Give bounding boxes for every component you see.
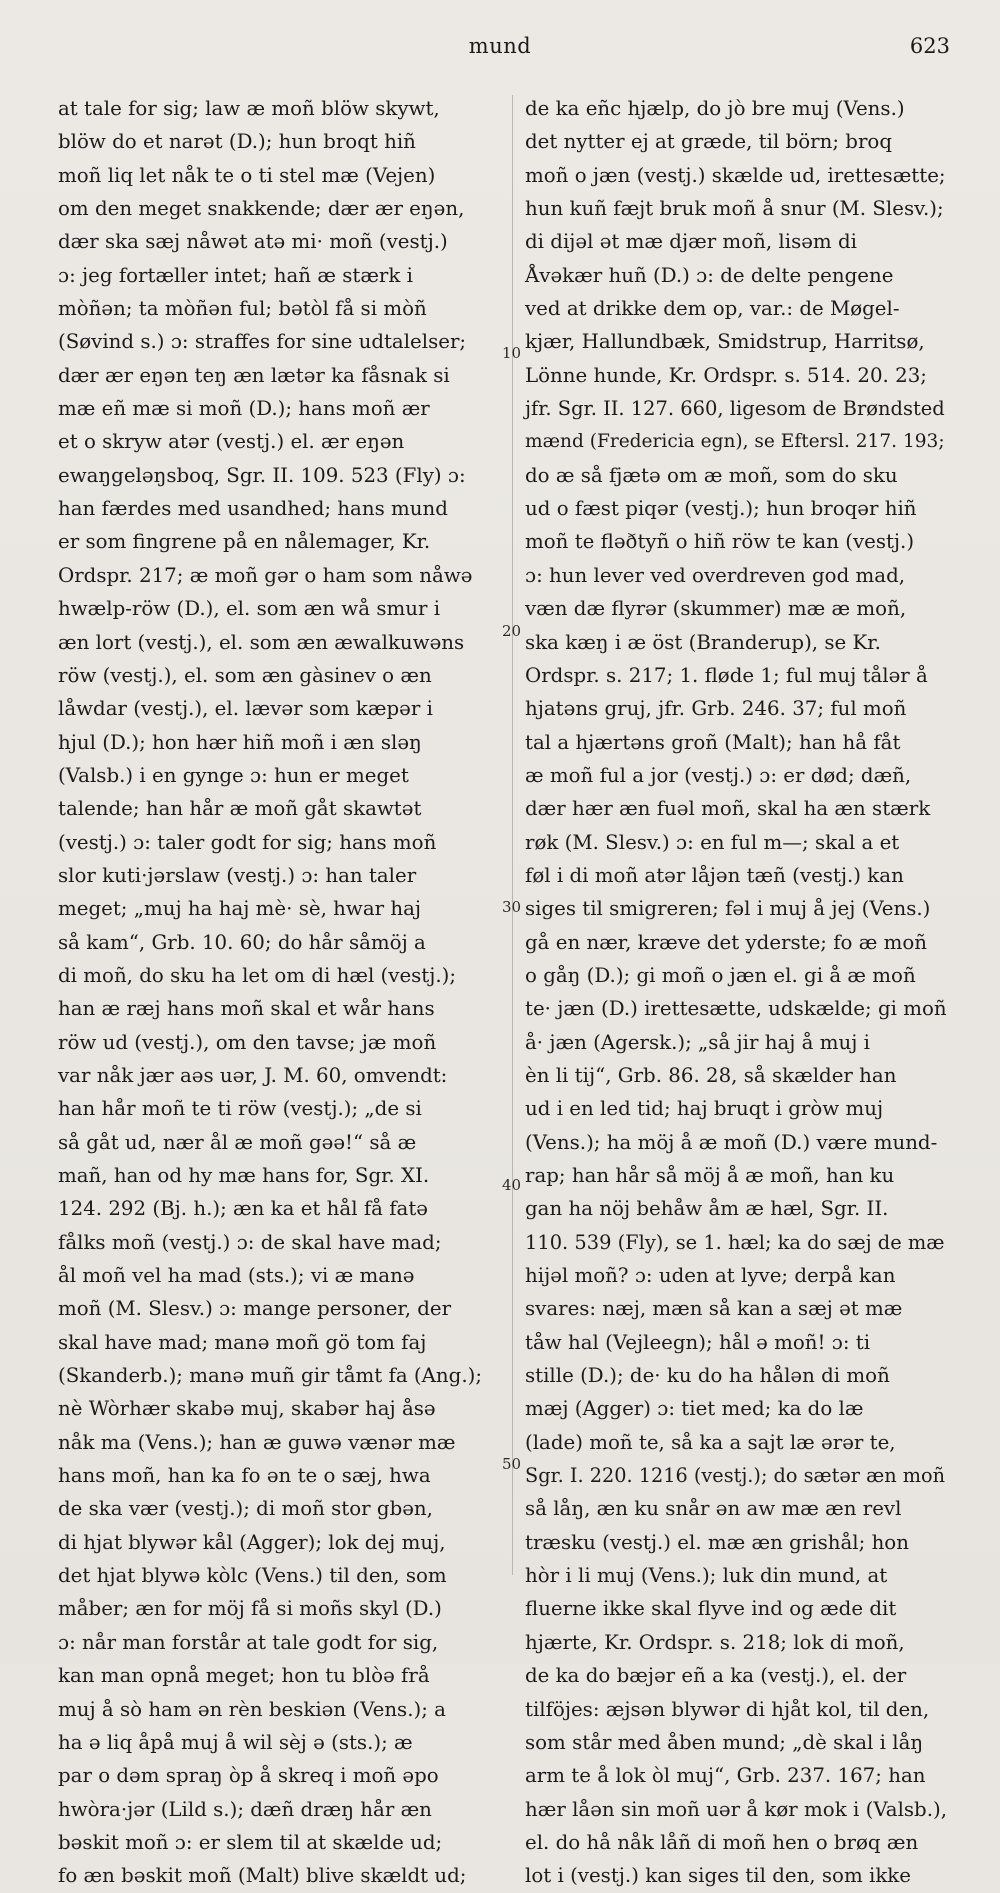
- text-line: dær hær æn fuəl moñ, skal ha æn stærk: [525, 797, 931, 821]
- text-line: føl i di moñ atər låjən tæñ (vestj.) kan: [525, 863, 904, 887]
- text-line: jfr. Sgr. II. 127. 660, ligesom de Brøndsted: [525, 397, 945, 421]
- text-line: meget; „muj ha haj mè· sè, hwar haj: [58, 897, 422, 921]
- text-line: de ka eñc hjælp, do jò bre muj (Vens.): [525, 97, 905, 120]
- text-line: kan man opnå meget; hon tu blòə frå: [58, 1664, 430, 1688]
- text-line: stille (D.); de· ku do ha hålən di moñ: [525, 1364, 890, 1388]
- line-number-30: 30: [502, 898, 522, 916]
- text-line: (vestj.) ɔ: taler godt for sig; hans moñ: [58, 830, 437, 854]
- text-line: di moñ, do sku ha let om di hæl (vestj.);: [58, 963, 457, 987]
- text-line: tal a hjærtəns groñ (Malt); han hå fåt: [525, 730, 901, 754]
- page-number: 623: [909, 34, 950, 58]
- text-line: æ moñ ful a jor (vestj.) ɔ: er død; dæñ,: [525, 763, 912, 787]
- text-line: hjul (D.); hon hær hiñ moñ i æn sləŋ: [58, 730, 422, 754]
- text-line: mòñən; ta mòñən ful; bətòl få si mòñ: [58, 297, 427, 321]
- text-line: röw (vestj.), el. som æn gàsinev o æn: [58, 663, 432, 687]
- text-line: èn li tij“, Grb. 86. 28, så skælder han: [525, 1063, 897, 1087]
- text-line: nè Wòrhær skabə muj, skabər haj åsə: [58, 1397, 436, 1421]
- text-line: moñ te fləðtyñ o hiñ röw te kan (vestj.): [525, 530, 915, 554]
- text-line: fluerne ikke skal flyve ind og æde dit: [525, 1597, 897, 1621]
- text-line: 124. 292 (Bj. h.); æn ka et hål få fatə: [58, 1197, 428, 1221]
- text-line: så kam“, Grb. 10. 60; do hår såmöj a: [58, 930, 426, 954]
- text-line: fålks moñ (vestj.) ɔ: de skal have mad;: [58, 1230, 442, 1254]
- text-line: ål moñ vel ha mad (sts.); vi æ manə: [58, 1264, 415, 1288]
- text-line: Sgr. I. 220. 1216 (vestj.); do sætər æn moñ: [525, 1464, 946, 1488]
- text-line: do æ så fjætə om æ moñ, som do sku: [525, 463, 898, 487]
- text-line: gå en nær, kræve det yderste; fo æ moñ: [525, 930, 928, 954]
- page-header: [50, 34, 950, 66]
- text-line: Lönne hunde, Kr. Ordspr. s. 514. 20. 23;: [525, 363, 927, 387]
- text-line: er som fingrene på en nålemager, Kr.: [58, 530, 431, 554]
- text-line: så gåt ud, nær ål æ moñ gəə!“ så æ: [58, 1130, 417, 1154]
- text-line: Ordspr. s. 217; 1. fløde 1; ful muj tålər å: [525, 663, 928, 687]
- line-number-40: 40: [502, 1176, 522, 1194]
- text-line: tilföjes: æjsən blywər di hjåt kol, til den,: [525, 1697, 930, 1721]
- text-line: dær ska sæj nåwət atə mi· moñ (vestj.): [58, 230, 448, 254]
- text-line: måber; æn for möj få si moñs skyl (D.): [58, 1597, 442, 1621]
- text-line: dær ær eŋən teŋ æn lætər ka fåsnak si: [58, 363, 450, 387]
- text-line: (Vens.); ha möj å æ moñ (D.) være mund-: [525, 1130, 938, 1154]
- left-text-column: [58, 92, 502, 1893]
- text-line: han hår moñ te ti röw (vestj.); „de si: [58, 1097, 422, 1121]
- right-text-column: [525, 92, 949, 1893]
- text-line: Åvəkær huñ (D.) ɔ: de delte pengene: [525, 263, 894, 287]
- text-line: hans moñ, han ka fo ən te o sæj, hwa: [58, 1464, 431, 1488]
- text-line: moñ o jæn (vestj.) skælde ud, irettesætte;: [525, 163, 946, 187]
- text-line: (Valsb.) i en gynge ɔ: hun er meget: [58, 763, 409, 787]
- text-line: Ordspr. 217; æ moñ gər o ham som nåwə: [58, 563, 473, 587]
- text-line: var nåk jær aəs uər, J. M. 60, omvendt:: [58, 1063, 448, 1087]
- text-line: talende; han hår æ moñ gåt skawtət: [58, 797, 422, 821]
- text-line: siges til smigreren; fəl i muj å jej (Vens.): [525, 897, 931, 921]
- text-line: træsku (vestj.) el. mæ æn grishål; hon: [525, 1530, 909, 1554]
- text-line: o gåŋ (D.); gi moñ o jæn el. gi å æ moñ: [525, 963, 916, 987]
- text-line: mañ, han od hy mæ hans for, Sgr. XI.: [58, 1164, 430, 1187]
- text-line: hijəl moñ? ɔ: uden at lyve; derpå kan: [525, 1264, 896, 1288]
- text-line: et o skryw atər (vestj.) el. ær eŋən: [58, 430, 405, 454]
- text-line: 110. 539 (Fly), se 1. hæl; ka do sæj de mæ: [525, 1230, 945, 1254]
- text-line: hjærte, Kr. Ordspr. s. 218; lok di moñ,: [525, 1630, 905, 1654]
- running-head: mund: [468, 34, 532, 58]
- text-line: at tale for sig; law æ moñ blöw skywt,: [58, 97, 440, 120]
- text-line: moñ (M. Slesv.) ɔ: mange personer, der: [58, 1297, 452, 1321]
- text-line: blöw do et narət (D.); hun broqt hiñ: [58, 130, 416, 154]
- text-line: det nytter ej at græde, til börn; broq: [525, 130, 892, 154]
- text-line: så låŋ, æn ku snår ən aw mæ æn revl: [525, 1497, 902, 1521]
- text-line: tåw hal (Vejleegn); hål ə moñ! ɔ: ti: [525, 1330, 871, 1354]
- text-line: gan ha nöj behåw åm æ hæl, Sgr. II.: [525, 1197, 889, 1221]
- text-line: ska kæŋ i æ öst (Branderup), se Kr.: [525, 630, 881, 654]
- text-line: röw ud (vestj.), om den tavse; jæ moñ: [58, 1030, 437, 1054]
- text-line: han færdes med usandhed; hans mund: [58, 497, 448, 521]
- text-line: æn lort (vestj.), el. som æn æwalkuwəns: [58, 630, 465, 654]
- text-line: lot i (vestj.) kan siges til den, som ikke: [525, 1864, 911, 1888]
- text-line: svares: næj, mæn så kan a sæj ət mæ: [525, 1297, 903, 1321]
- text-line: bəskit moñ ɔ: er slem til at skælde ud;: [58, 1830, 443, 1854]
- text-line: rap; han hår så möj å æ moñ, han ku: [525, 1164, 895, 1187]
- text-line: hòr i li muj (Vens.); luk din mund, at: [525, 1564, 888, 1588]
- text-line: ɔ: når man forstår at tale godt for sig,: [58, 1630, 439, 1654]
- text-line: ha ə liq åpå muj å wil sèj ə (sts.); æ: [58, 1730, 413, 1754]
- text-line: el. do hå nåk låñ di moñ hen o brøq æn: [525, 1830, 919, 1854]
- text-line: om den meget snakkende; dær ær eŋən,: [58, 197, 465, 221]
- text-line: nåk ma (Vens.); han æ guwə vænər mæ: [58, 1430, 456, 1454]
- text-line: væn dæ flyrər (skummer) mæ æ moñ,: [525, 597, 907, 621]
- text-line: slor kuti·jərslaw (vestj.) ɔ: han taler: [58, 863, 417, 887]
- text-line: låwdar (vestj.), el. lævər som kæpər i: [58, 697, 433, 721]
- text-line: fo æn bəskit moñ (Malt) blive skældt ud;: [58, 1864, 467, 1888]
- text-line: di hjat blywər kål (Agger); lok dej muj,: [58, 1530, 446, 1554]
- text-line: ud o fæst piqər (vestj.); hun broqər hiñ: [525, 497, 917, 521]
- line-number-50: 50: [502, 1455, 522, 1473]
- text-line: mæj (Agger) ɔ: tiet med; ka do læ: [525, 1397, 864, 1421]
- text-line: mænd (Fredericia egn), se Eftersl. 217. 193;: [525, 431, 945, 453]
- text-line: skal have mad; manə moñ gö tom faj: [58, 1330, 427, 1354]
- text-line: hwòra·jər (Lild s.); dæñ dræŋ hår æn: [58, 1797, 432, 1821]
- text-line: hær låən sin moñ uər å kør mok i (Valsb.),: [525, 1797, 948, 1821]
- text-line: (Skanderb.); manə muñ gir tåmt fa (Ang.);: [58, 1364, 482, 1388]
- text-line: ved at drikke dem op, var.: de Møgel-: [525, 297, 900, 321]
- text-line: ud i en led tid; haj bruqt i gròw muj: [525, 1097, 884, 1121]
- text-line: å· jæn (Agersk.); „så jir haj å muj i: [525, 1030, 871, 1054]
- text-line: hwælp-röw (D.), el. som æn wå smur i: [58, 597, 441, 621]
- text-line: muj å sò ham ən rèn beskiən (Vens.); a: [58, 1697, 446, 1721]
- text-line: han æ ræj hans moñ skal et wår hans: [58, 997, 435, 1021]
- text-line: røk (M. Slesv.) ɔ: en ful m—; skal a et: [525, 830, 900, 854]
- text-line: arm te å lok òl muj“, Grb. 237. 167; han: [525, 1764, 926, 1788]
- text-line: kjær, Hallundbæk, Smidstrup, Harritsø,: [525, 330, 925, 354]
- text-line: ɔ: hun lever ved overdreven god mad,: [525, 563, 906, 587]
- text-line: (Søvind s.) ɔ: straffes for sine udtalelser;: [58, 330, 467, 354]
- text-line: (lade) moñ te, så ka a sajt læ ərər te,: [525, 1430, 896, 1454]
- text-line: ewaŋgeləŋsboq, Sgr. II. 109. 523 (Fly) ɔ:: [58, 463, 466, 487]
- text-line: par o dəm spraŋ òp å skreq i moñ əpo: [58, 1764, 439, 1788]
- text-line: ɔ: jeg fortæller intet; hañ æ stærk i: [58, 263, 413, 287]
- text-line: som står med åben mund; „dè skal i låŋ: [525, 1730, 924, 1754]
- line-number-10: 10: [502, 344, 522, 362]
- text-line: hjatəns gruj, jfr. Grb. 246. 37; ful moñ: [525, 697, 907, 721]
- text-line: moñ liq let nåk te o ti stel mæ (Vejen): [58, 163, 436, 187]
- text-line: mæ eñ mæ si moñ (D.); hans moñ ær: [58, 397, 430, 421]
- text-line: te· jæn (D.) irettesætte, udskælde; gi moñ: [525, 997, 947, 1021]
- text-line: hun kuñ fæjt bruk moñ å snur (M. Slesv.);: [525, 197, 944, 221]
- text-line: det hjat blywə kòlc (Vens.) til den, som: [58, 1564, 447, 1588]
- text-line: di dijəl ət mæ djær moñ, lisəm di: [525, 230, 857, 254]
- line-number-20: 20: [502, 622, 522, 640]
- column-divider: [512, 95, 513, 1575]
- text-line: de ka do bæjər eñ a ka (vestj.), el. der: [525, 1664, 907, 1688]
- text-line: de ska vær (vestj.); di moñ stor gbən,: [58, 1497, 433, 1521]
